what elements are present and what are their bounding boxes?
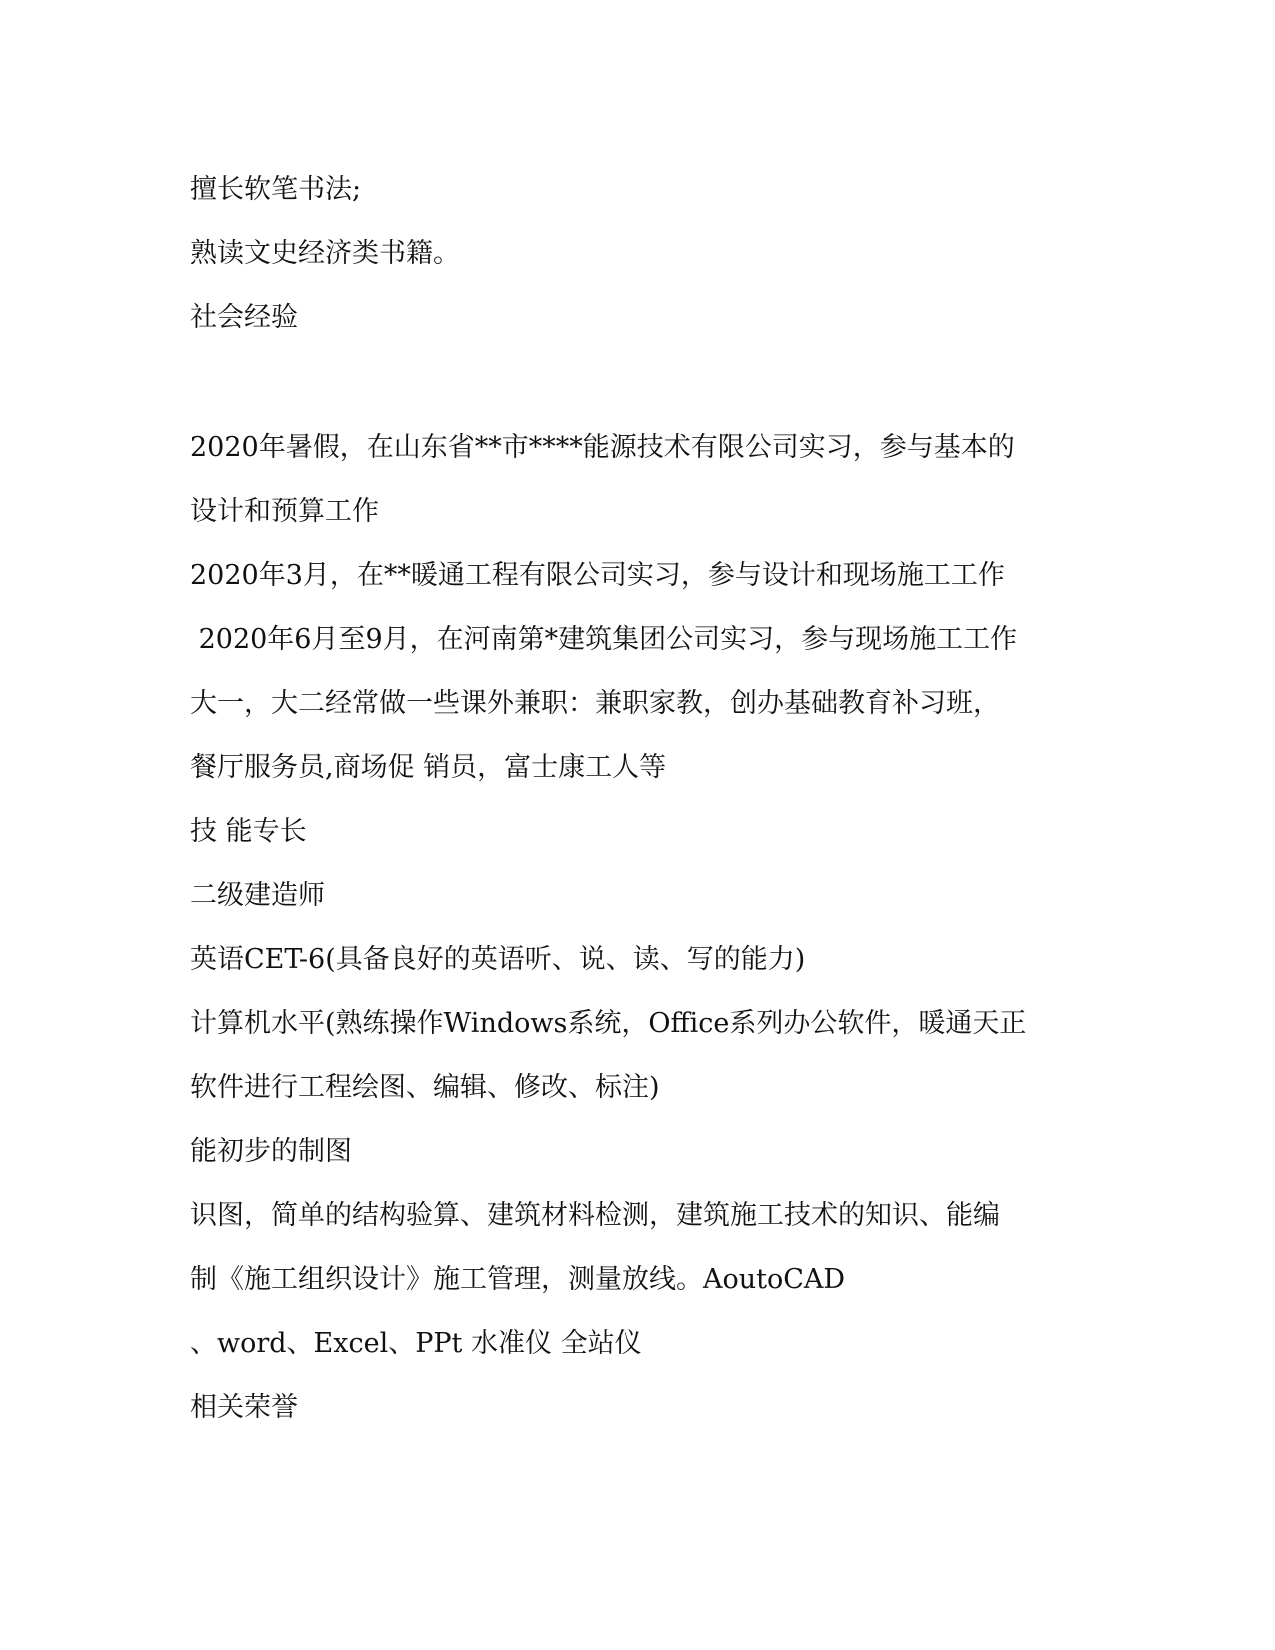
text-line-computer-cont: 软件进行工程绘图、编辑、修改、标注) <box>190 1072 660 1103</box>
text-line-english: 英语CET-6(具备良好的英语听、说、读、写的能力) <box>190 944 806 975</box>
text-line-reading: 熟读文史经济类书籍。 <box>190 238 460 269</box>
section-heading-honors: 相关荣誉 <box>190 1392 298 1423</box>
text-line-construction-design: 制《施工组织设计》施工管理，测量放线。AoutoCAD <box>190 1264 846 1295</box>
text-line-internship-summer: 2020年暑假，在山东省**市****能源技术有限公司实习，参与基本的 <box>190 432 1015 463</box>
section-heading-skills: 技 能专长 <box>190 816 307 847</box>
text-line-part-time-cont: 餐厅服务员,商场促 销员，富士康工人等 <box>190 752 667 783</box>
text-line-calligraphy: 擅长软笔书法; <box>190 174 362 205</box>
text-line-internship-march: 2020年3月，在**暖通工程有限公司实习，参与设计和现场施工工作 <box>190 560 1005 591</box>
text-line-drawing: 能初步的制图 <box>190 1136 352 1167</box>
text-line-internship-summer-cont: 设计和预算工作 <box>190 496 379 527</box>
text-line-computer: 计算机水平(熟练操作Windows系统，Office系列办公软件，暖通天正 <box>190 1008 1027 1039</box>
text-line-structure: 识图，简单的结构验算、建筑材料检测，建筑施工技术的知识、能编 <box>190 1200 1000 1231</box>
text-line-constructor: 二级建造师 <box>190 880 325 911</box>
text-line-part-time: 大一，大二经常做一些课外兼职：兼职家教，创办基础教育补习班， <box>190 688 1000 719</box>
text-line-software-tools: 、word、Excel、PPt 水准仪 全站仪 <box>190 1328 642 1359</box>
section-heading-social-experience: 社会经验 <box>190 302 298 333</box>
text-line-internship-june: 2020年6月至9月，在河南第*建筑集团公司实习，参与现场施工工作 <box>190 624 1018 655</box>
